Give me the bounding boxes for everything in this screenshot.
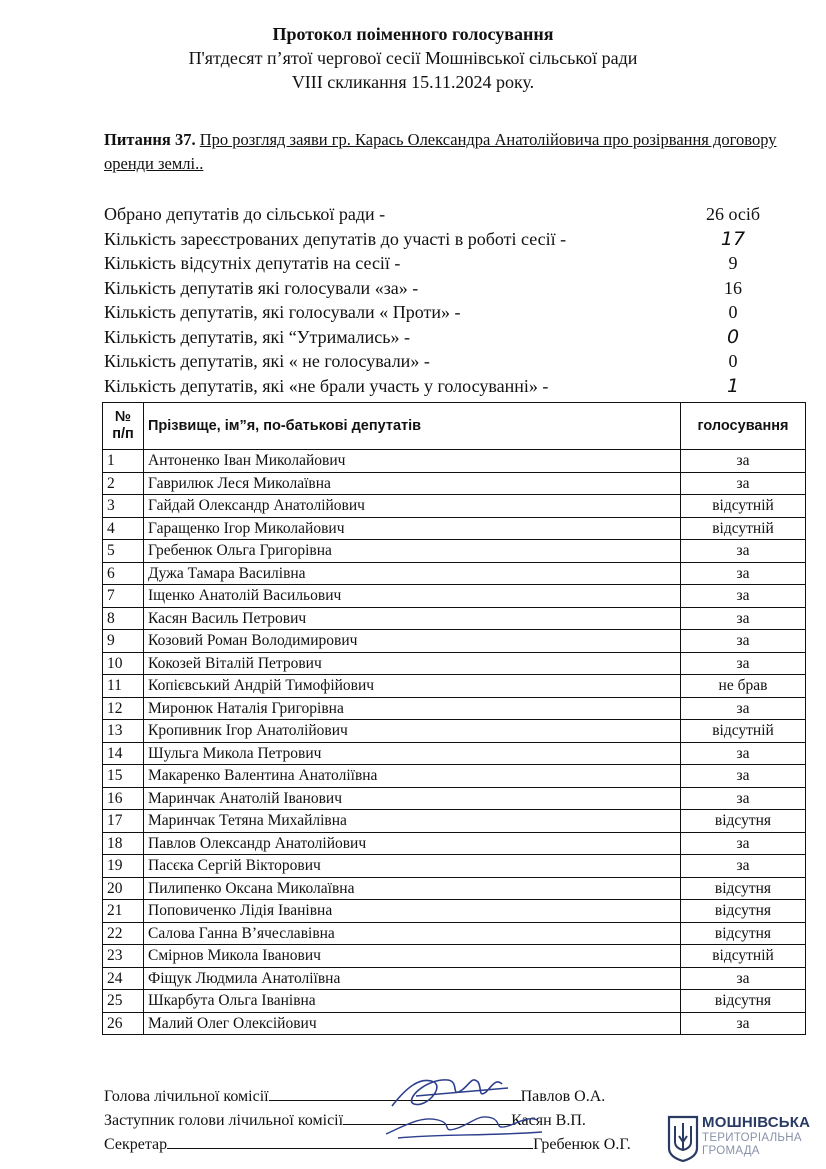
deputy-name: Салова Ганна В’ячеславівна: [144, 922, 681, 945]
stat-row: [104, 276, 784, 301]
table-row: [103, 697, 806, 720]
logo-subtitle-2: ГРОМАДА: [702, 1145, 760, 1157]
signature-role: Заступник голови лічильної комісії: [104, 1112, 344, 1129]
vote-result: за: [681, 742, 806, 765]
signature-block: [104, 1084, 664, 1156]
stat-row: [104, 227, 784, 252]
deputy-name: Гайдай Олександр Анатолійович: [144, 495, 681, 518]
table-row: [103, 630, 806, 653]
deputy-name: Маринчак Тетяна Михайлівна: [144, 810, 681, 833]
row-number: 23: [103, 945, 144, 968]
stat-value: 9: [728, 253, 738, 273]
row-number: 18: [103, 832, 144, 855]
deputy-name: Копієвський Андрій Тимофійович: [144, 675, 681, 698]
table-row: [103, 540, 806, 563]
session-line: П'ятдесят п’ятої чергової сесії Мошнівської сільської ради: [188, 48, 638, 68]
logo-title: МОШНІВСЬКА: [702, 1114, 811, 1131]
row-number: 12: [103, 697, 144, 720]
table-row: [103, 517, 806, 540]
stat-label: Обрано депутатів до сільської ради -: [104, 204, 386, 224]
row-number: 5: [103, 540, 144, 563]
row-number: 10: [103, 652, 144, 675]
signature-role: Секретар: [104, 1136, 168, 1153]
vote-result: за: [681, 562, 806, 585]
vote-result: не брав: [681, 675, 806, 698]
vote-result: за: [681, 765, 806, 788]
row-number: 1: [103, 450, 144, 473]
stat-row: [104, 202, 784, 227]
vote-table-body: [103, 450, 806, 1035]
table-row: [103, 495, 806, 518]
signatory-name: Гребенюк О.Г.: [533, 1136, 631, 1153]
agenda-question: [104, 128, 784, 176]
deputy-name: Смірнов Микола Іванович: [144, 945, 681, 968]
table-row: [103, 945, 806, 968]
vote-result: за: [681, 855, 806, 878]
deputy-name: Поповиченко Лідія Іванівна: [144, 900, 681, 923]
table-row: [103, 472, 806, 495]
row-number: 20: [103, 877, 144, 900]
table-row: [103, 585, 806, 608]
table-row: [103, 720, 806, 743]
vote-result: за: [681, 967, 806, 990]
vote-result: відсутній: [681, 517, 806, 540]
row-number: 9: [103, 630, 144, 653]
vote-result: за: [681, 450, 806, 473]
deputy-name: Шульга Микола Петрович: [144, 742, 681, 765]
row-number: 25: [103, 990, 144, 1013]
vote-result: відсутній: [681, 720, 806, 743]
deputy-name: Фіщук Людмила Анатоліївна: [144, 967, 681, 990]
table-row: [103, 990, 806, 1013]
column-header-vote: голосування: [681, 403, 806, 450]
signatory-name: Касян В.П.: [511, 1112, 586, 1129]
stat-value: 26 осіб: [705, 204, 761, 224]
deputy-name: Макаренко Валентина Анатоліївна: [144, 765, 681, 788]
vote-result: за: [681, 585, 806, 608]
deputy-name: Павлов Олександр Анатолійович: [144, 832, 681, 855]
stat-value: 17: [720, 227, 746, 250]
deputy-name: Маринчак Анатолій Іванович: [144, 787, 681, 810]
deputy-name: Кропивник Ігор Анатолійович: [144, 720, 681, 743]
deputy-name: Касян Василь Петрович: [144, 607, 681, 630]
stat-label: Кількість депутатів, які “Утримались» -: [104, 326, 410, 347]
deputy-name: Кокозей Віталій Петрович: [144, 652, 681, 675]
row-number: 2: [103, 472, 144, 495]
row-number: 15: [103, 765, 144, 788]
vote-result: за: [681, 697, 806, 720]
row-number: 11: [103, 675, 144, 698]
table-row: [103, 877, 806, 900]
convocation-date-line: VIII скликання 15.11.2024 року.: [291, 72, 535, 92]
logo-subtitle-1: ТЕРИТОРІАЛЬНА: [702, 1132, 802, 1144]
stat-value: 0: [728, 351, 738, 371]
stat-row: [104, 251, 784, 276]
table-row: [103, 742, 806, 765]
row-number: 13: [103, 720, 144, 743]
deputy-name: Малий Олег Олексійович: [144, 1012, 681, 1035]
deputy-name: Іщенко Анатолій Васильович: [144, 585, 681, 608]
deputy-name: Гаврилюк Леся Миколаївна: [144, 472, 681, 495]
row-number: 26: [103, 1012, 144, 1035]
row-number: 22: [103, 922, 144, 945]
document-title: Протокол поіменного голосування: [272, 24, 554, 44]
signatory-name: Павлов О.А.: [520, 1088, 606, 1105]
row-number: 17: [103, 810, 144, 833]
table-row: [103, 967, 806, 990]
stat-row: [104, 349, 784, 374]
stat-label: Кількість зареєстрованих депутатів до участі в роботі сесії -: [104, 228, 567, 249]
table-row: [103, 607, 806, 630]
vote-statistics: [104, 202, 784, 398]
row-number: 16: [103, 787, 144, 810]
stat-value: 16: [724, 277, 742, 298]
row-number: 24: [103, 967, 144, 990]
deputy-name: Шкарбута Ольга Іванівна: [144, 990, 681, 1013]
stat-row: [104, 325, 784, 350]
row-number: 8: [103, 607, 144, 630]
deputy-name: Пасєка Сергій Вікторович: [144, 855, 681, 878]
row-number: 14: [103, 742, 144, 765]
column-header-number: № п/п: [103, 403, 144, 450]
stat-label: Кількість депутатів, які голосували « Проти» -: [104, 302, 461, 322]
deputy-name: Антоненко Іван Миколайович: [144, 450, 681, 473]
vote-result: за: [681, 832, 806, 855]
vote-result: відсутня: [681, 810, 806, 833]
vote-result: за: [681, 652, 806, 675]
deputy-name: Гребенюк Ольга Григорівна: [144, 540, 681, 563]
table-row: [103, 832, 806, 855]
table-row: [103, 765, 806, 788]
handwritten-signature-deputy: [378, 1104, 548, 1144]
vote-table: [102, 402, 806, 1035]
question-text: Про розгляд заяви гр. Карась Олександра Анатолійовича про розірвання договору оренди землі..: [104, 130, 777, 173]
vote-result: за: [681, 472, 806, 495]
table-row: [103, 450, 806, 473]
vote-result: за: [681, 630, 806, 653]
deputy-name: Пилипенко Оксана Миколаївна: [144, 877, 681, 900]
table-header-row: [103, 403, 806, 450]
signature-role: Голова лічильної комісії: [104, 1088, 269, 1105]
column-header-name: Прізвище, ім”я, по-батькові депутатів: [144, 403, 681, 450]
vote-result: відсутній: [681, 945, 806, 968]
vote-result: відсутня: [681, 877, 806, 900]
stat-value: 1: [726, 374, 740, 397]
community-logo: [666, 1114, 816, 1162]
document-header: [0, 22, 826, 94]
row-number: 3: [103, 495, 144, 518]
table-row: [103, 810, 806, 833]
stat-value: 0: [726, 325, 740, 348]
vote-result: відсутня: [681, 900, 806, 923]
stat-row: [104, 374, 784, 399]
vote-result: за: [681, 787, 806, 810]
table-row: [103, 922, 806, 945]
deputy-name: Дужа Тамара Василівна: [144, 562, 681, 585]
table-row: [103, 787, 806, 810]
vote-result: за: [681, 607, 806, 630]
table-row: [103, 900, 806, 923]
question-number: Питання 37.: [104, 130, 196, 149]
table-row: [103, 652, 806, 675]
table-row: [103, 1012, 806, 1035]
trident-icon: [666, 1114, 700, 1162]
table-row: [103, 855, 806, 878]
stat-label: Кількість відсутніх депутатів на сесії -: [104, 253, 401, 273]
vote-result: за: [681, 1012, 806, 1035]
stat-row: [104, 300, 784, 325]
row-number: 19: [103, 855, 144, 878]
stat-value: 0: [728, 302, 738, 322]
table-row: [103, 675, 806, 698]
stat-label: Кількість депутатів, які «не брали участь у голосуванні» -: [104, 375, 549, 396]
row-number: 6: [103, 562, 144, 585]
deputy-name: Миронюк Наталія Григорівна: [144, 697, 681, 720]
deputy-name: Козовий Роман Володимирович: [144, 630, 681, 653]
vote-result: відсутня: [681, 922, 806, 945]
row-number: 7: [103, 585, 144, 608]
row-number: 21: [103, 900, 144, 923]
vote-result: за: [681, 540, 806, 563]
stat-label: Кількість депутатів, які « не голосували» -: [104, 351, 430, 371]
deputy-name: Гаращенко Ігор Миколайович: [144, 517, 681, 540]
row-number: 4: [103, 517, 144, 540]
vote-result: відсутній: [681, 495, 806, 518]
vote-result: відсутня: [681, 990, 806, 1013]
table-row: [103, 562, 806, 585]
stat-label: Кількість депутатів які голосували «за» -: [104, 277, 419, 298]
